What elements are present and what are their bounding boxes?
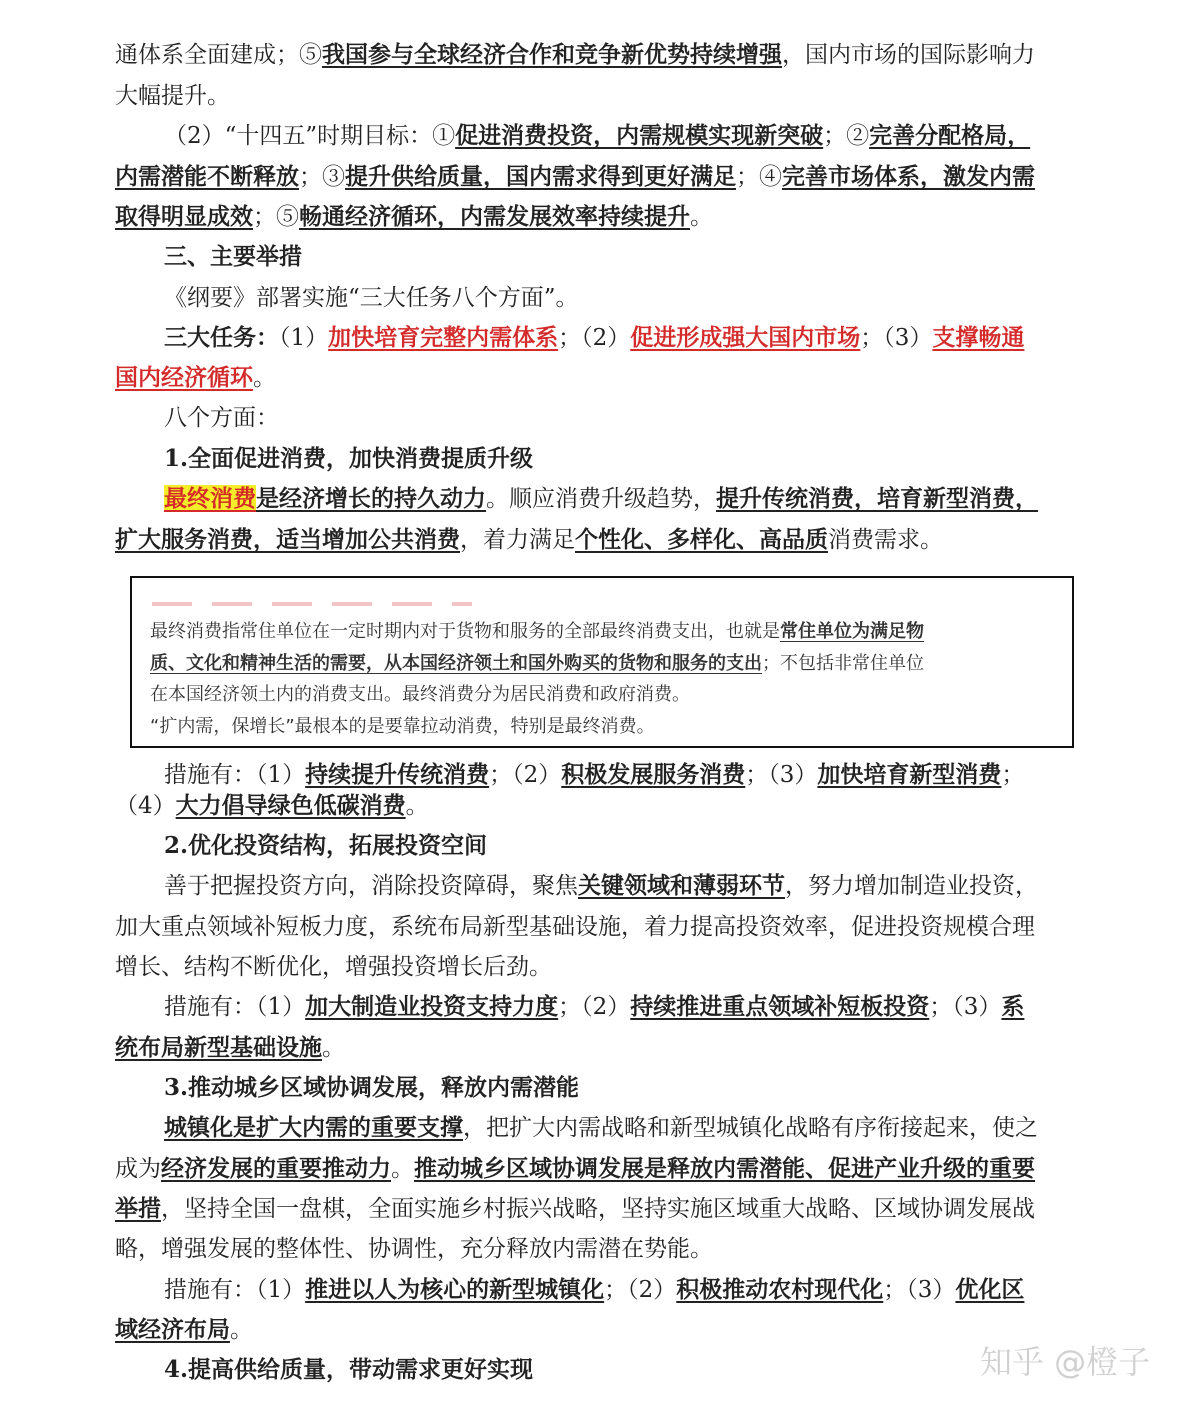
text-line: 通体系全面建成；⑤我国参与全球经济合作和竞争新优势持续增强，国内市场的国际影响力 xyxy=(115,41,1035,68)
text-line: 统布局新型基础设施。 xyxy=(115,1034,345,1061)
measures-line: 措施有：（1）持续提升传统消费；（2）积极发展服务消费；（3）加快培育新型消费； xyxy=(164,761,1025,788)
box-line: 最终消费指常住单位在一定时期内对于货物和服务的全部最终消费支出，也就是常住单位为满足物 xyxy=(150,621,924,642)
text-line: 取得明显成效；⑤畅通经济循环，内需发展效率持续提升。 xyxy=(115,203,713,230)
three-tasks-line: 三大任务：（1）加快培育完整内需体系；（2）促进形成强大国内市场；（3）支撑畅通 xyxy=(164,324,1025,351)
text-line: 域经济布局。 xyxy=(115,1316,253,1343)
text-line: 八个方面： xyxy=(164,405,279,431)
highlighted-term: 最终消费 xyxy=(164,485,256,512)
text-line: 略，增强发展的整体性、协调性，充分释放内需潜在势能。 xyxy=(115,1236,713,1262)
text-line: 增长、结构不断优化，增强投资增长后劲。 xyxy=(115,954,552,980)
measures-line: 措施有：（1）推进以人为核心的新型城镇化；（2）积极推动农村现代化；（3）优化区 xyxy=(164,1276,1025,1303)
text-line: 扩大服务消费，适当增加公共消费，着力满足个性化、多样化、高品质消费需求。 xyxy=(115,526,943,553)
measures-line: 措施有：（1）加大制造业投资支持力度；（2）持续推进重点领域补短板投资；（3）系 xyxy=(164,993,1025,1020)
definition-box xyxy=(130,576,1074,748)
subsection-heading: 3.推动城乡区域协调发展，释放内需潜能 xyxy=(164,1074,580,1101)
subsection-heading: 4.提高供给质量，带动需求更好实现 xyxy=(164,1356,534,1383)
section-heading: 三、主要举措 xyxy=(164,243,302,270)
subsection-heading: 1.全面促进消费，加快消费提质升级 xyxy=(164,445,534,472)
text-line: 《纲要》部署实施“三大任务八个方面”。 xyxy=(164,285,579,311)
faded-text-remnant xyxy=(152,602,472,606)
text-line: 大幅提升。 xyxy=(115,83,230,109)
text-line: 善于把握投资方向，消除投资障碍，聚焦关键领域和薄弱环节，努力增加制造业投资， xyxy=(164,872,1038,899)
text-line: 国内经济循环。 xyxy=(115,364,276,391)
text-line: 成为经济发展的重要推动力。推动城乡区域协调发展是释放内需潜能、促进产业升级的重要 xyxy=(115,1155,1035,1182)
zhihu-watermark: 知乎 @橙子 xyxy=(980,1343,1151,1381)
subsection-heading: 2.优化投资结构，拓展投资空间 xyxy=(164,832,488,859)
goals-line: （2）“十四五”时期目标：①促进消费投资，内需规模实现新突破；②完善分配格局， xyxy=(164,122,1031,149)
text-line: 最终消费是经济增长的持久动力。顺应消费升级趋势，提升传统消费，培育新型消费， xyxy=(164,485,1038,512)
text-line: 加大重点领域补短板力度，系统布局新型基础设施，着力提高投资效率，促进投资规模合理 xyxy=(115,914,1035,940)
text-line: 举措，坚持全国一盘棋，全面实施乡村振兴战略，坚持实施区域重大战略、区域协调发展战 xyxy=(115,1195,1035,1222)
text-line: （4）大力倡导绿色低碳消费。 xyxy=(115,792,429,819)
text-line: 城镇化是扩大内需的重要支撑，把扩大内需战略和新型城镇化战略有序衔接起来，使之 xyxy=(164,1114,1038,1141)
box-line: 质、文化和精神生活的需要，从本国经济领土和国外购买的货物和服务的支出；不包括非常住单位 xyxy=(150,653,924,674)
box-line: 在本国经济领土内的消费支出。最终消费分为居民消费和政府消费。 xyxy=(150,684,690,705)
box-line: “扩内需，保增长”最根本的是要靠拉动消费，特别是最终消费。 xyxy=(150,716,655,737)
text-line: 内需潜能不断释放；③提升供给质量，国内需求得到更好满足；④完善市场体系，激发内需 xyxy=(115,163,1035,190)
